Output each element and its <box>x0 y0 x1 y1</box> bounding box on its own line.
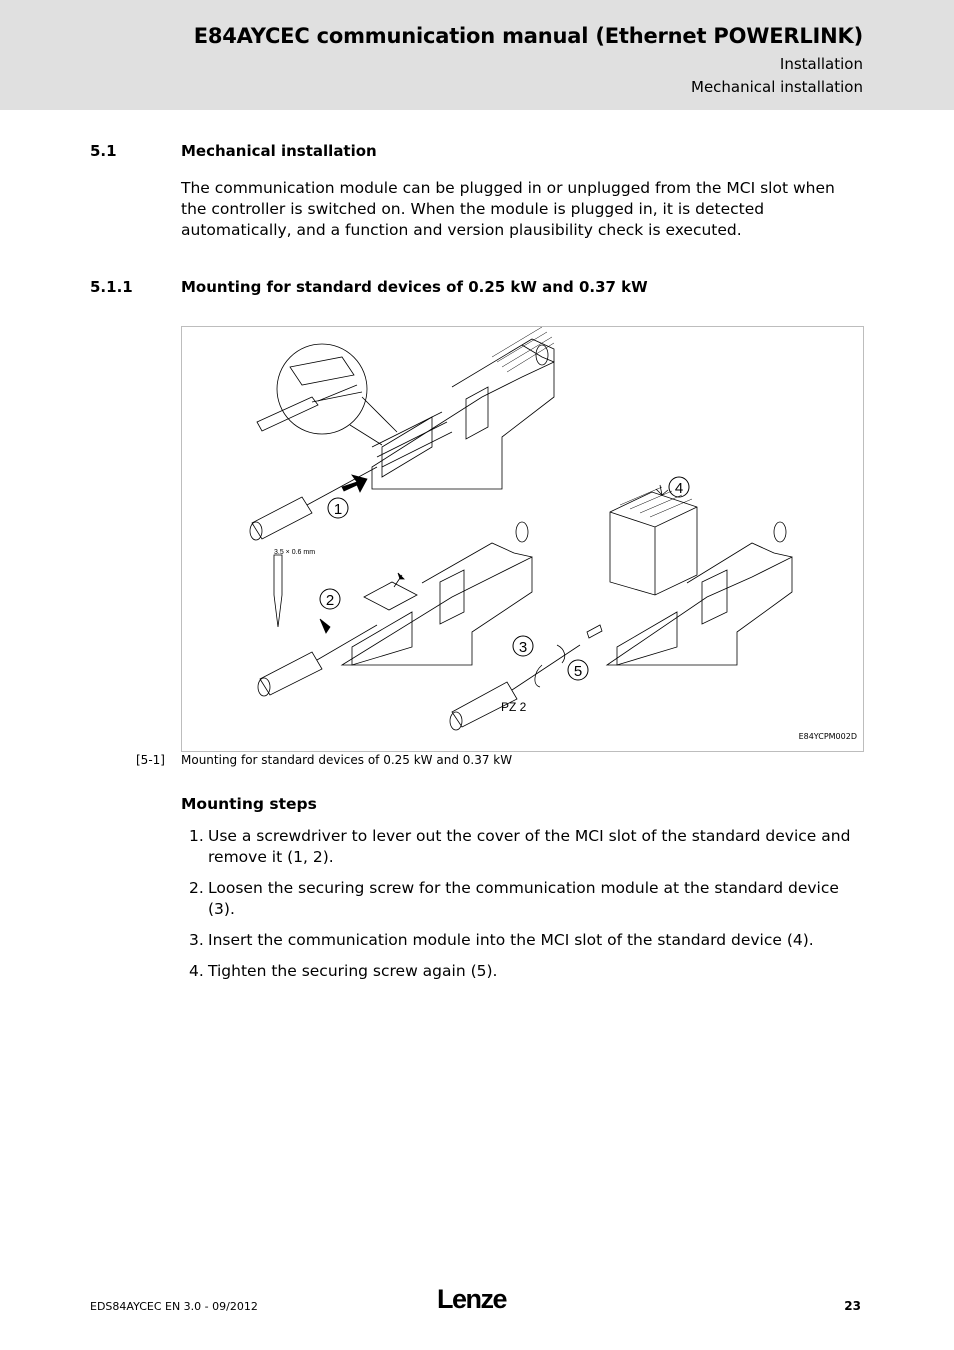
list-item: 2. Loosen the securing screw for the communication module at the standard device (3). <box>189 879 839 918</box>
callout-4: 4 <box>674 480 684 497</box>
manual-title: E84AYCEC communication manual (Ethernet POWERLINK) <box>193 24 863 48</box>
section-number: 5.1 <box>90 142 117 160</box>
list-item: 1. Use a screwdriver to lever out the cover of the MCI slot of the standard device and remove it (1, 2). <box>189 827 851 866</box>
steps-title: Mounting steps <box>181 795 317 813</box>
lenze-logo: Lenze <box>437 1284 507 1314</box>
subsection-number: 5.1.1 <box>90 278 133 296</box>
callout-1: 1 <box>333 501 343 518</box>
callout-3: 3 <box>518 639 528 656</box>
list-item: 4. Tighten the securing screw again (5). <box>189 962 498 980</box>
section-title: Mechanical installation <box>181 142 377 160</box>
callout-2: 2 <box>325 592 335 609</box>
header-section: Mechanical installation <box>691 78 863 96</box>
caption-text: Mounting for standard devices of 0.25 kW and 0.37 kW <box>181 753 513 767</box>
mounting-figure <box>181 326 864 752</box>
list-item: 3. Insert the communication module into the MCI slot of the standard device (4). <box>189 931 814 949</box>
steps-list <box>181 826 865 992</box>
header-chapter: Installation <box>779 55 863 73</box>
screwdriver-size-label: 3.5 × 0.6 mm <box>274 549 316 556</box>
mounting-illustration <box>182 327 863 751</box>
intro-paragraph: The communication module can be plugged in or unplugged from the MCI slot when the controller is switched on. When the module is plugged in, it is detected automatically, and a function and version plausibility check is executed. <box>181 179 835 239</box>
subsection-title: Mounting for standard devices of 0.25 kW and 0.37 kW <box>181 278 648 296</box>
page-header <box>0 0 954 110</box>
figure-code: E84YCPM002D <box>798 732 857 741</box>
bit-label: PZ 2 <box>501 700 527 714</box>
doc-id: EDS84AYCEC EN 3.0 - 09/2012 <box>90 1300 258 1313</box>
caption-number: [5-1] <box>136 753 165 767</box>
page-number: 23 <box>844 1299 861 1313</box>
callout-5: 5 <box>573 663 583 680</box>
